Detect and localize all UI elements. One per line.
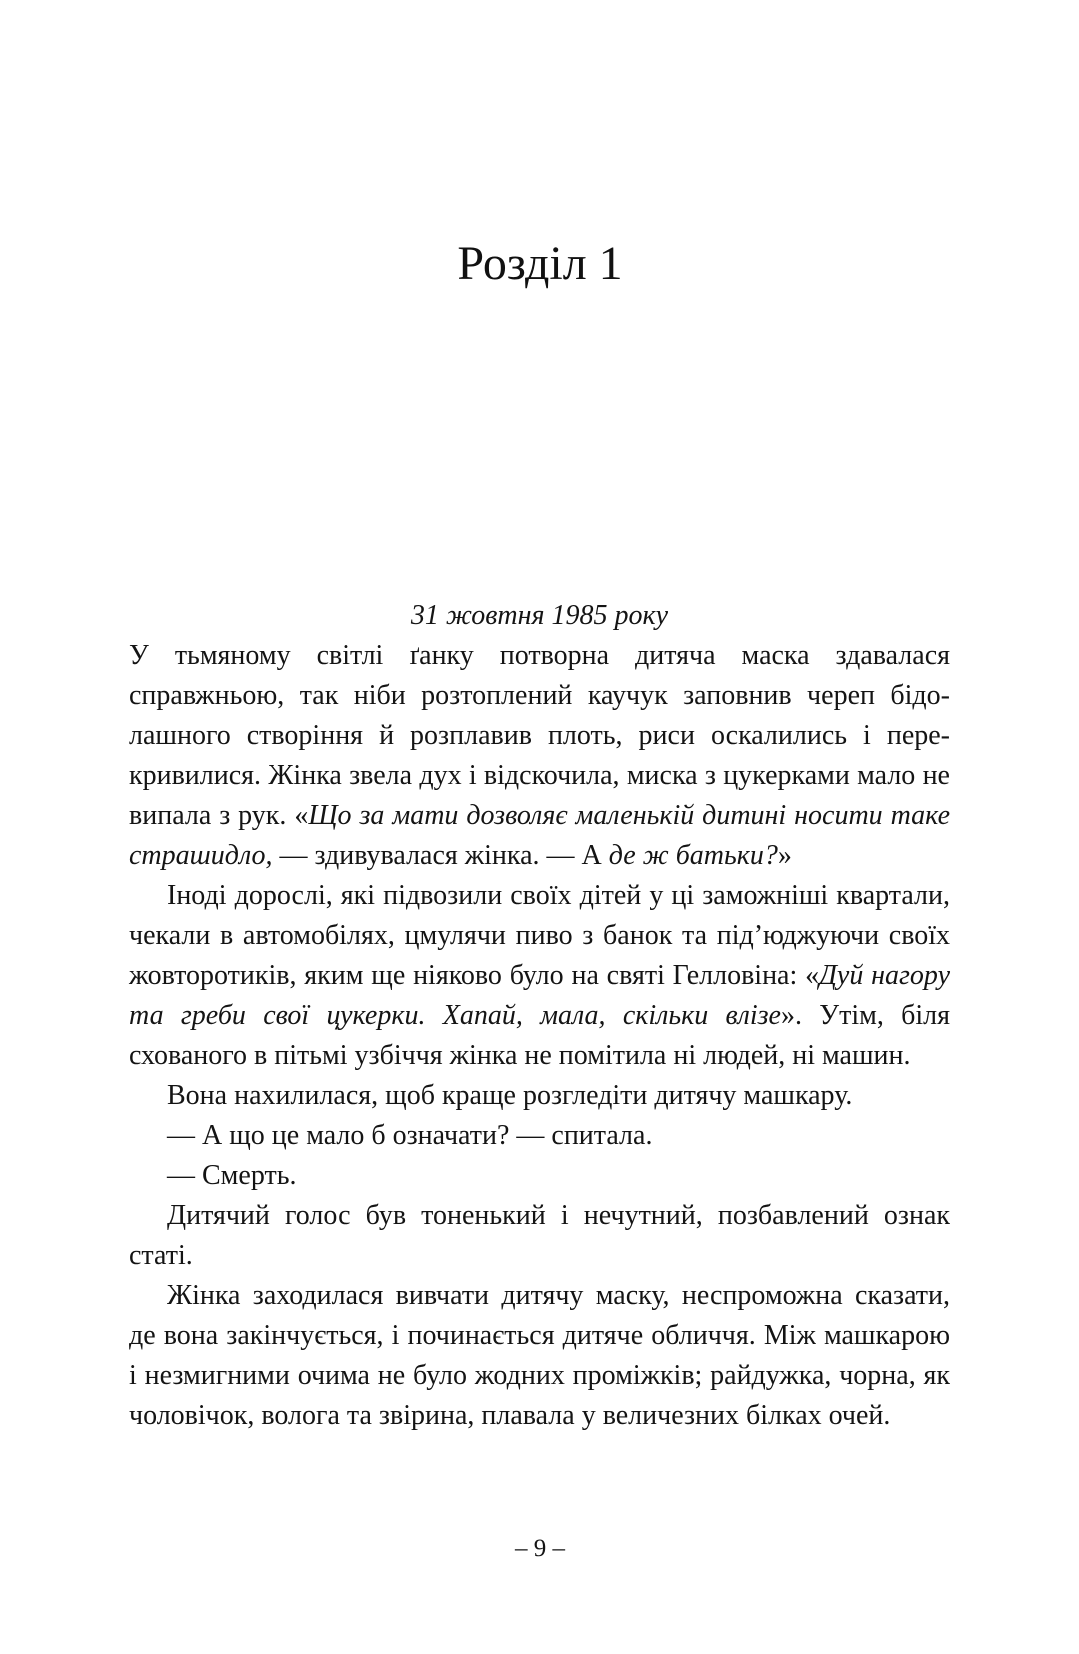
text-segment: — здивувалася жінка. — А [272,840,609,871]
text-segment: — Смерть. [167,1160,297,1191]
paragraph [129,1116,950,1156]
paragraph [129,636,950,876]
text-segment: — А що це мало б означати? — спитала. [167,1120,653,1151]
page-number: – 9 – [515,1535,565,1562]
text-segment: Жінка заходилася вивчати дитячу маску, неспроможна сказати, де вона закінчується, і починається дитяче обличчя. Між машкарою і незмигними очима не було жодних проміжків; райдужка, чорна, як чоловічок, волога та звірина, плавала у величезних білках очей. [129,1280,950,1431]
text-segment: ». Утім, біля схованого в пітьмі узбіччя жінка не помітила ні людей, ні машин. [129,1000,950,1071]
text-segment: Дитячий голос був тоненький і нечутний, позбавлений ознак статі. [129,1200,950,1271]
body-paragraphs [129,636,950,1436]
paragraph [129,1196,950,1276]
text-segment: » [777,840,792,871]
paragraph [129,1156,950,1196]
paragraph [129,1276,950,1436]
date-line: 31 жовтня 1985 року [410,600,669,631]
text-segment: Дуй нагору та греби свої цукерки. Хапай, мала, скільки влізе [129,960,950,1031]
text-segment: У тьмяному світлі ґанку потворна дитяча маска здавалася справжньою, так ніби розтоплений каучук заповнив череп бідолашного створіння й розплавив плоть, риси оскалились і перекривилися. Жінка звела дух і відскочила, миска з цукерками мало не випала з рук. « [129,640,950,831]
text-segment: де ж батьки? [608,840,778,871]
paragraph [129,1076,950,1116]
text-segment: Що за мати дозволяє маленькій дитині носити таке страшидло, [129,800,950,871]
text-segment: Іноді дорослі, які підвозили своїх дітей у ці заможніші квартали, чекали в автомобілях, цмулячи пиво з банок та під’юджуючи своїх жовторотиків, яким ще ніяково було на святі Гелловіна: « [129,880,950,991]
chapter-title: Розділ 1 [457,237,623,290]
paragraph [129,876,950,1076]
text-segment: Вона нахилилася, щоб краще розгледіти дитячу машкару. [167,1080,853,1111]
text-block [129,596,950,1436]
